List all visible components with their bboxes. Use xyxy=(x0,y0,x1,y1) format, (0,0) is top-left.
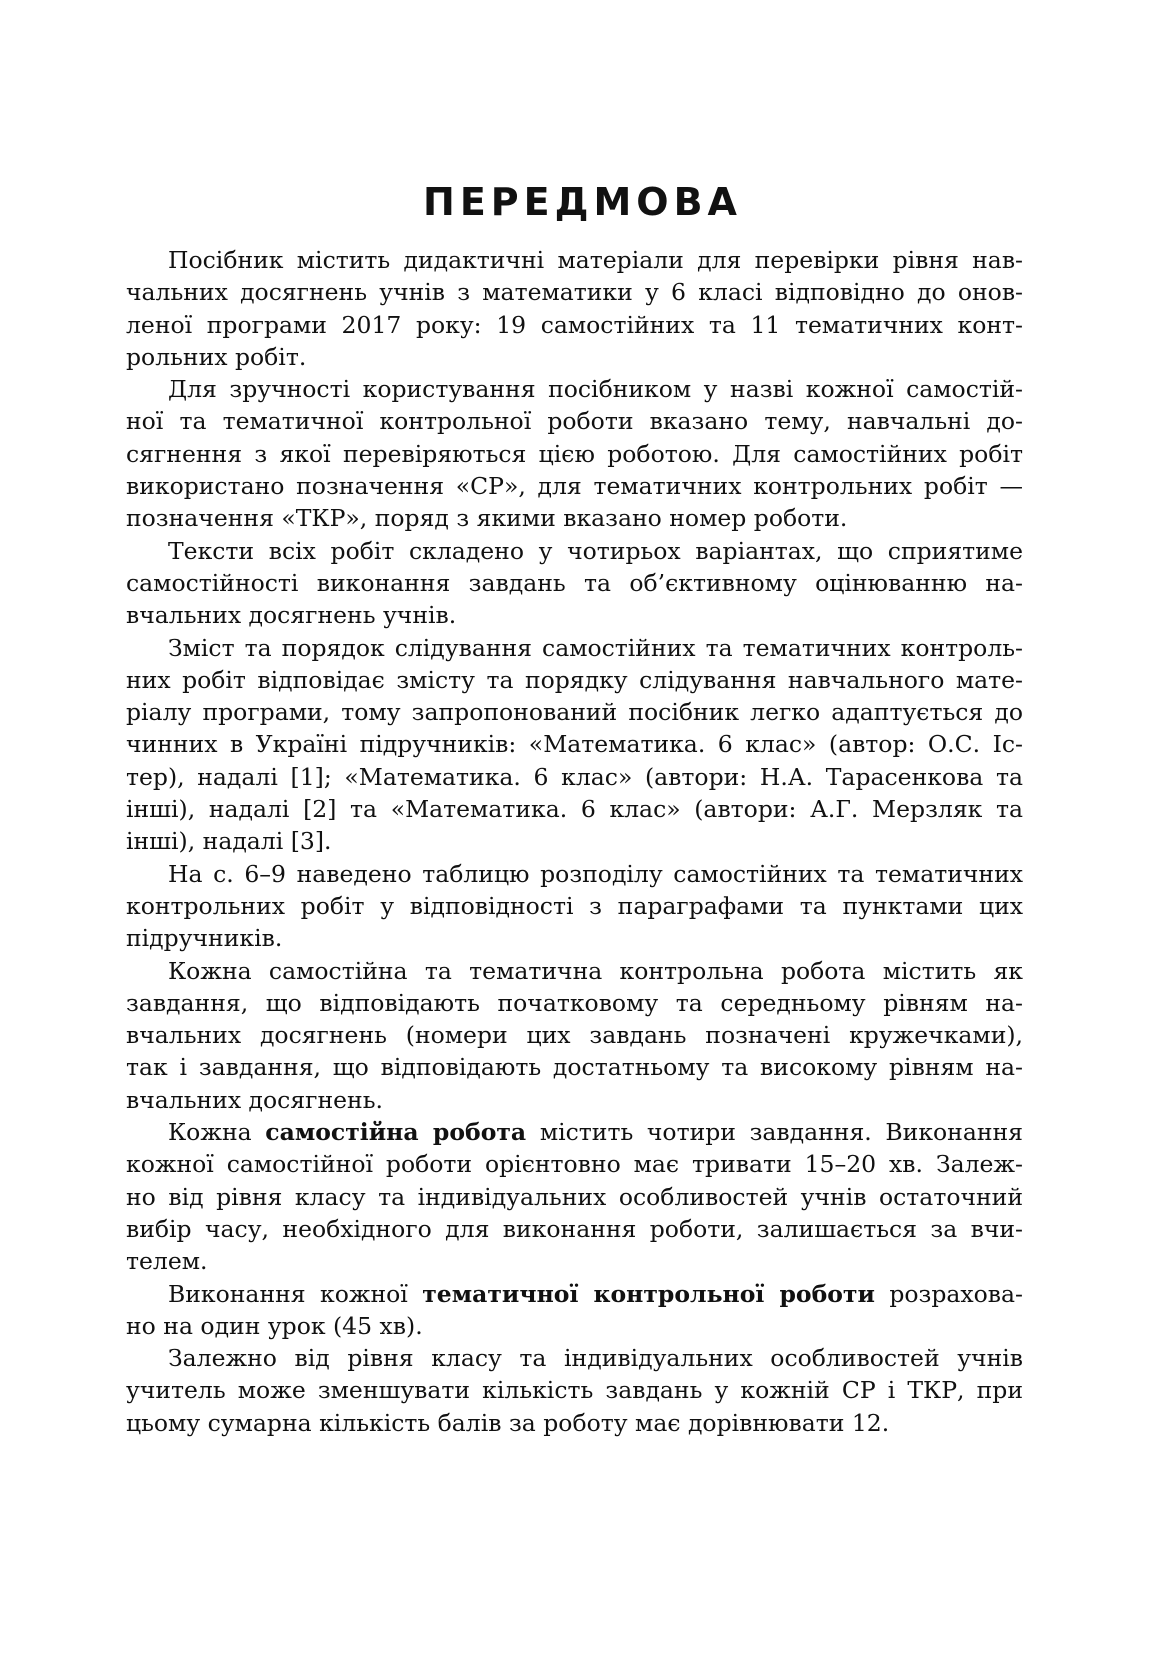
text-line: На с. 6–9 наведено таблицю розподілу самостійних та тематичних xyxy=(168,859,1023,888)
text-line: ної та тематичної контрольної роботи вказано тему, навчальні до- xyxy=(126,407,1023,436)
text-run: містить чотири завдання. Виконання xyxy=(526,1118,1023,1147)
text-line: но від рівня класу та індивідуальних особливостей учнів остаточний xyxy=(126,1182,1023,1211)
text-line: кожної самостійної роботи орієнтовно має тривати 15–20 хв. Залеж- xyxy=(126,1150,1023,1179)
text-line: позначення «ТКР», поряд з якими вказано номер роботи. xyxy=(126,504,848,533)
text-line: чальних досягнень учнів з математики у 6 класі відповідно до онов- xyxy=(126,278,1023,307)
text-line: но на один урок (45 хв). xyxy=(126,1311,423,1340)
text-line: інші), надалі [3]. xyxy=(126,827,332,856)
text-line: вибір часу, необхідного для виконання роботи, залишається за вчи- xyxy=(126,1214,1023,1243)
paragraph-8 xyxy=(126,1278,1023,1343)
text-line: них робіт відповідає змісту та порядку слідування навчального мате- xyxy=(126,665,1023,694)
text-line: Кожна самостійна та тематична контрольна робота містить як xyxy=(168,956,1023,985)
text-line: підручників. xyxy=(126,924,283,953)
text-line xyxy=(126,1116,1023,1148)
text-run: Кожна xyxy=(168,1118,266,1147)
paragraph-1 xyxy=(126,244,1023,373)
paragraph-3 xyxy=(126,535,1023,632)
text-line: завдання, що відповідають початковому та середньому рівням на- xyxy=(126,988,1023,1017)
text-line: вчальних досягнень (номери цих завдань позначені кружечками), xyxy=(126,1021,1023,1050)
text-line: цьому сумарна кількість балів за роботу має дорівнювати 12. xyxy=(126,1408,890,1437)
text-run: розрахова- xyxy=(874,1279,1023,1308)
text-line: сягнення з якої перевіряються цією роботою. Для самостійних робіт xyxy=(126,439,1023,468)
text-run: Виконання кожної xyxy=(168,1279,423,1308)
text-line: Для зручності користування посібником у назві кожної самостій- xyxy=(168,375,1023,404)
text-line: ріалу програми, тому запропонований посібник легко адаптується до xyxy=(126,698,1023,727)
paragraph-5 xyxy=(126,858,1023,955)
text-line: чинних в Україні підручників: «Математика. 6 клас» (автор: О.С. Іс- xyxy=(126,730,1023,759)
paragraph-6 xyxy=(126,955,1023,1116)
paragraph-9 xyxy=(126,1342,1023,1439)
text-line: Тексти всіх робіт складено у чотирьох варіантах, що сприятиме xyxy=(168,536,1023,565)
text-line xyxy=(126,1278,1023,1310)
text-line: Посібник містить дидактичні матеріали для перевірки рівня нав- xyxy=(168,246,1023,274)
text-line: вчальних досягнень. xyxy=(126,1085,383,1114)
paragraph-4 xyxy=(126,632,1023,858)
text-line: Зміст та порядок слідування самостійних та тематичних контроль- xyxy=(168,633,1023,662)
bold-term: тематичної контрольної роботи xyxy=(422,1279,875,1308)
text-line: Залежно від рівня класу та індивідуальних особливостей учнів xyxy=(168,1344,1023,1373)
text-line: тер), надалі [1]; «Математика. 6 клас» (автори: Н.А. Тарасенкова та xyxy=(126,762,1023,791)
paragraph-2 xyxy=(126,373,1023,534)
text-line: вчальних досягнень учнів. xyxy=(126,601,457,630)
text-line: учитель може зменшувати кількість завдань у кожній СР і ТКР, при xyxy=(126,1376,1023,1405)
preface-body xyxy=(126,244,1023,1439)
text-line: телем. xyxy=(126,1247,208,1276)
paragraph-7 xyxy=(126,1116,1023,1277)
text-line: самостійності виконання завдань та об’єктивному оцінюванню на- xyxy=(126,568,1023,597)
text-line: леної програми 2017 року: 19 самостійних та 11 тематичних конт- xyxy=(126,310,1023,339)
text-line: використано позначення «СР», для тематичних контрольних робіт — xyxy=(126,472,1023,501)
text-line: контрольних робіт у відповідності з параграфами та пунктами цих xyxy=(126,891,1023,920)
page-title: ПЕРЕДМОВА xyxy=(423,180,742,224)
bold-term: самостійна робота xyxy=(265,1118,527,1147)
text-line: так і завдання, що відповідають достатньому та високому рівням на- xyxy=(126,1053,1023,1082)
text-line: інші), надалі [2] та «Математика. 6 клас» (автори: А.Г. Мерзляк та xyxy=(126,795,1023,824)
text-line: рольних робіт. xyxy=(126,342,307,371)
